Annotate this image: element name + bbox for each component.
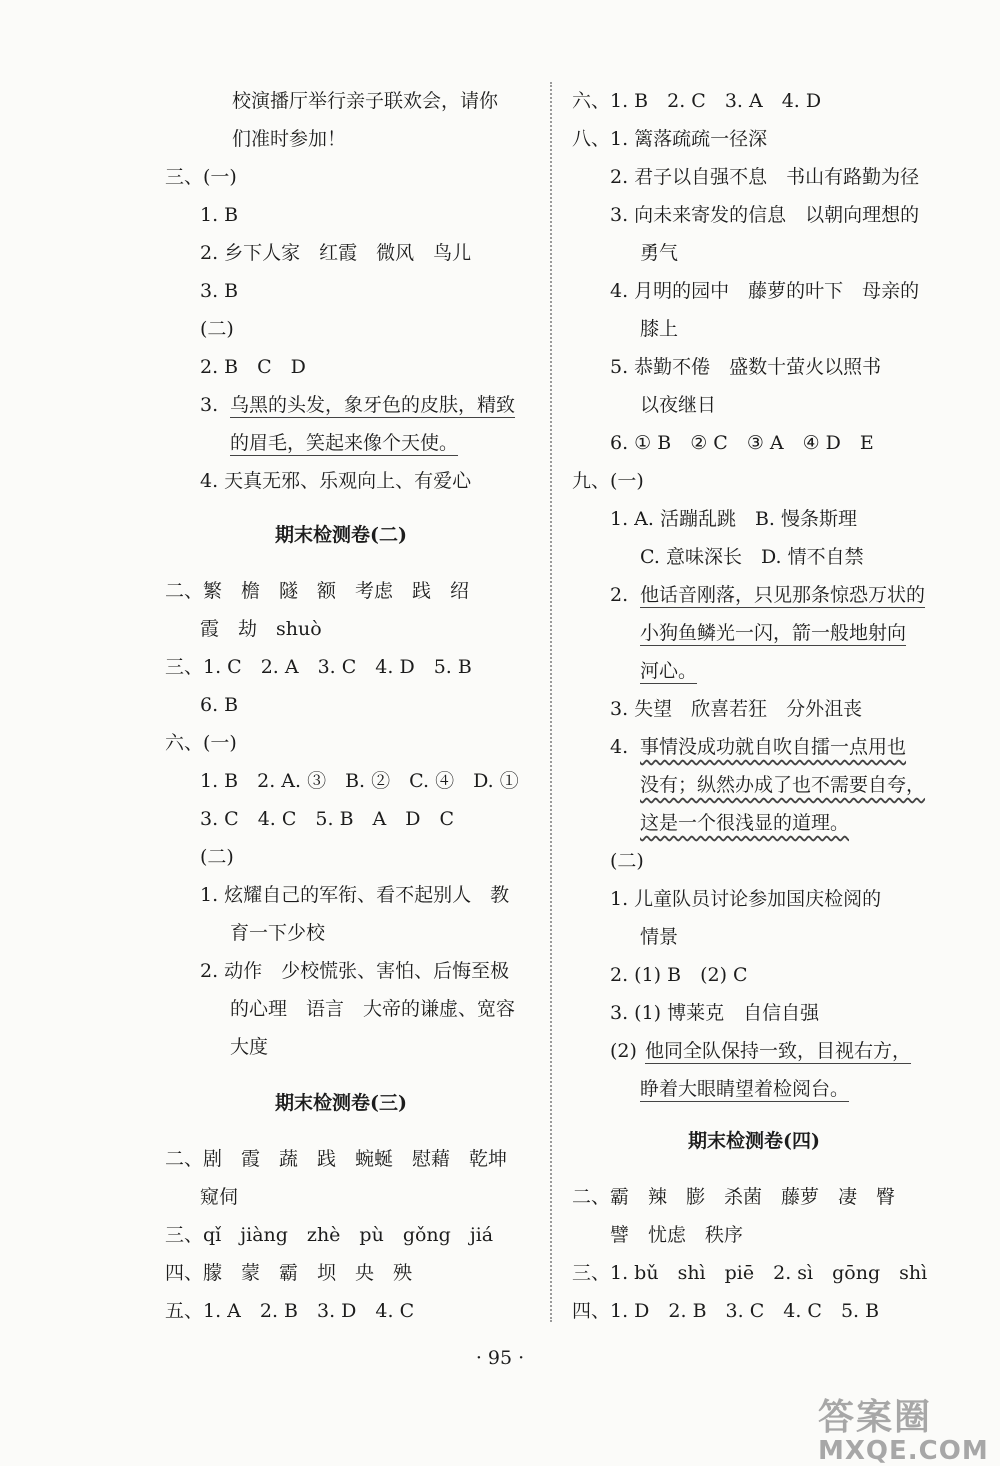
underlined-answer: 他话音刚落，只见那条惊恐万状的 [640, 584, 926, 606]
answer-line: 膝上 [640, 318, 679, 340]
answer-line: C. 意味深长 D. 情不自禁 [640, 546, 864, 568]
answer-line: 1. 儿童队员讨论参加国庆检阅的 [610, 888, 882, 910]
sub-heading: (二) [610, 850, 644, 872]
answer-line: 五、1. A 2. B 3. D 4. C [165, 1300, 415, 1322]
answer-line: 大度 [230, 1036, 269, 1058]
watermark-text: 答案圈 [818, 1397, 933, 1438]
text-line: 们准时参加！ [232, 128, 347, 150]
answer-line: 2. 君子以自强不息 书山有路勤为径 [610, 166, 920, 188]
answer-line: 譬 忧虑 秩序 [610, 1224, 744, 1246]
answer-line: 6. B [200, 694, 239, 716]
answer-line: 八、1. 篱落疏疏一径深 [572, 128, 768, 150]
underlined-answer: 睁着大眼睛望着检阅台。 [640, 1078, 850, 1100]
answer-line: 6. ① B ② C ③ A ④ D E [610, 432, 874, 454]
answer-line: 霞 劫 shuò [200, 618, 322, 640]
answer-line: 勇气 [640, 242, 679, 264]
answer-line: 2. (1) B (2) C [610, 964, 748, 986]
answer-line: 1. B 2. A. ③ B. ② C. ④ D. ① [200, 770, 519, 792]
answer-line: 情景 [640, 926, 679, 948]
section-title: 期末检测卷(四) [688, 1130, 820, 1152]
answer-line: 二、霸 辣 膨 杀菌 藤萝 凄 臀 [572, 1186, 896, 1208]
wavy-underlined-answer: 这是一个很浅显的道理。 [640, 812, 850, 834]
answer-line: 2. 动作 少校慌张、害怕、后悔至极 [200, 960, 510, 982]
answer-line: 的心理 语言 大帝的谦虚、宽容 [230, 998, 516, 1020]
answer-line: 六、1. B 2. C 3. A 4. D [572, 90, 822, 112]
answer-line: 育一下少校 [230, 922, 326, 944]
sub-heading: (二) [200, 846, 234, 868]
answer-line: 二、剧 霞 蔬 践 蜿蜒 慰藉 乾坤 [165, 1148, 508, 1170]
answer-line: 2. 乡下人家 红霞 微风 鸟儿 [200, 242, 472, 264]
watermark-url: MXQE.COM [818, 1436, 989, 1466]
section-heading: 六、(一) [165, 732, 237, 754]
answer-line: 三、1. C 2. A 3. C 4. D 5. B [165, 656, 472, 678]
answer-line: 四、1. D 2. B 3. C 4. C 5. B [572, 1300, 880, 1322]
answer-line: 3. 向未来寄发的信息 以朝向理想的 [610, 204, 920, 226]
answer-number: (2) [610, 1040, 637, 1062]
answer-line: 1. B [200, 204, 239, 226]
answer-line: 4. 月明的园中 藤萝的叶下 母亲的 [610, 280, 920, 302]
answer-line: 1. 炫耀自己的军衔、看不起别人 教 [200, 884, 510, 906]
answer-line: 二、繁 檐 隧 额 考虑 践 绍 [165, 580, 470, 602]
section-heading: 九、(一) [572, 470, 644, 492]
page-number: · 95 · [475, 1347, 525, 1369]
answer-line: 2. B C D [200, 356, 306, 378]
sub-heading: (二) [200, 318, 234, 340]
underlined-answer: 他同全队保持一致，目视右方， [645, 1040, 912, 1062]
answer-line: 四、朦 蒙 霸 坝 央 殃 [165, 1262, 413, 1284]
section-title: 期末检测卷(二) [275, 524, 407, 546]
wavy-underlined-answer: 事情没成功就自吹自擂一点用也 [640, 736, 907, 758]
answer-line: 5. 恭勤不倦 盛数十萤火以照书 [610, 356, 882, 378]
answer-number: 2. [610, 584, 629, 606]
answer-line: 窥伺 [200, 1186, 239, 1208]
underlined-answer: 乌黑的头发，象牙色的皮肤，精致 [230, 394, 516, 416]
answer-number: 4. [610, 736, 629, 758]
wavy-underlined-answer: 没有；纵然办成了也不需要自夸， [640, 774, 926, 796]
answer-line: 以夜继日 [640, 394, 717, 416]
section-heading: 三、(一) [165, 166, 237, 188]
answer-line: 3. 失望 欣喜若狂 分外沮丧 [610, 698, 863, 720]
answer-line: 3. C 4. C 5. B A D C [200, 808, 455, 830]
answer-line: 三、qǐ jiàng zhè pù gǒng jiá [165, 1224, 494, 1246]
watermark-logo [818, 1397, 989, 1466]
text-line: 校演播厅举行亲子联欢会，请你 [232, 90, 499, 112]
answer-number: 3. [200, 394, 219, 416]
underlined-answer: 小狗鱼鳞光一闪，箭一般地射向 [640, 622, 907, 644]
answer-line: 三、1. bǔ shì piē 2. sì gōng shì [572, 1262, 928, 1284]
column-divider [550, 82, 552, 1322]
answer-line: 3. B [200, 280, 239, 302]
underlined-answer: 河心。 [640, 660, 698, 682]
underlined-answer: 的眉毛，笑起来像个天使。 [230, 432, 459, 454]
answer-line: 3. (1) 博莱克 自信自强 [610, 1002, 820, 1024]
section-title: 期末检测卷(三) [275, 1092, 407, 1114]
answer-line: 4. 天真无邪、乐观向上、有爱心 [200, 470, 472, 492]
answer-line: 1. A. 活蹦乱跳 B. 慢条斯理 [610, 508, 858, 530]
